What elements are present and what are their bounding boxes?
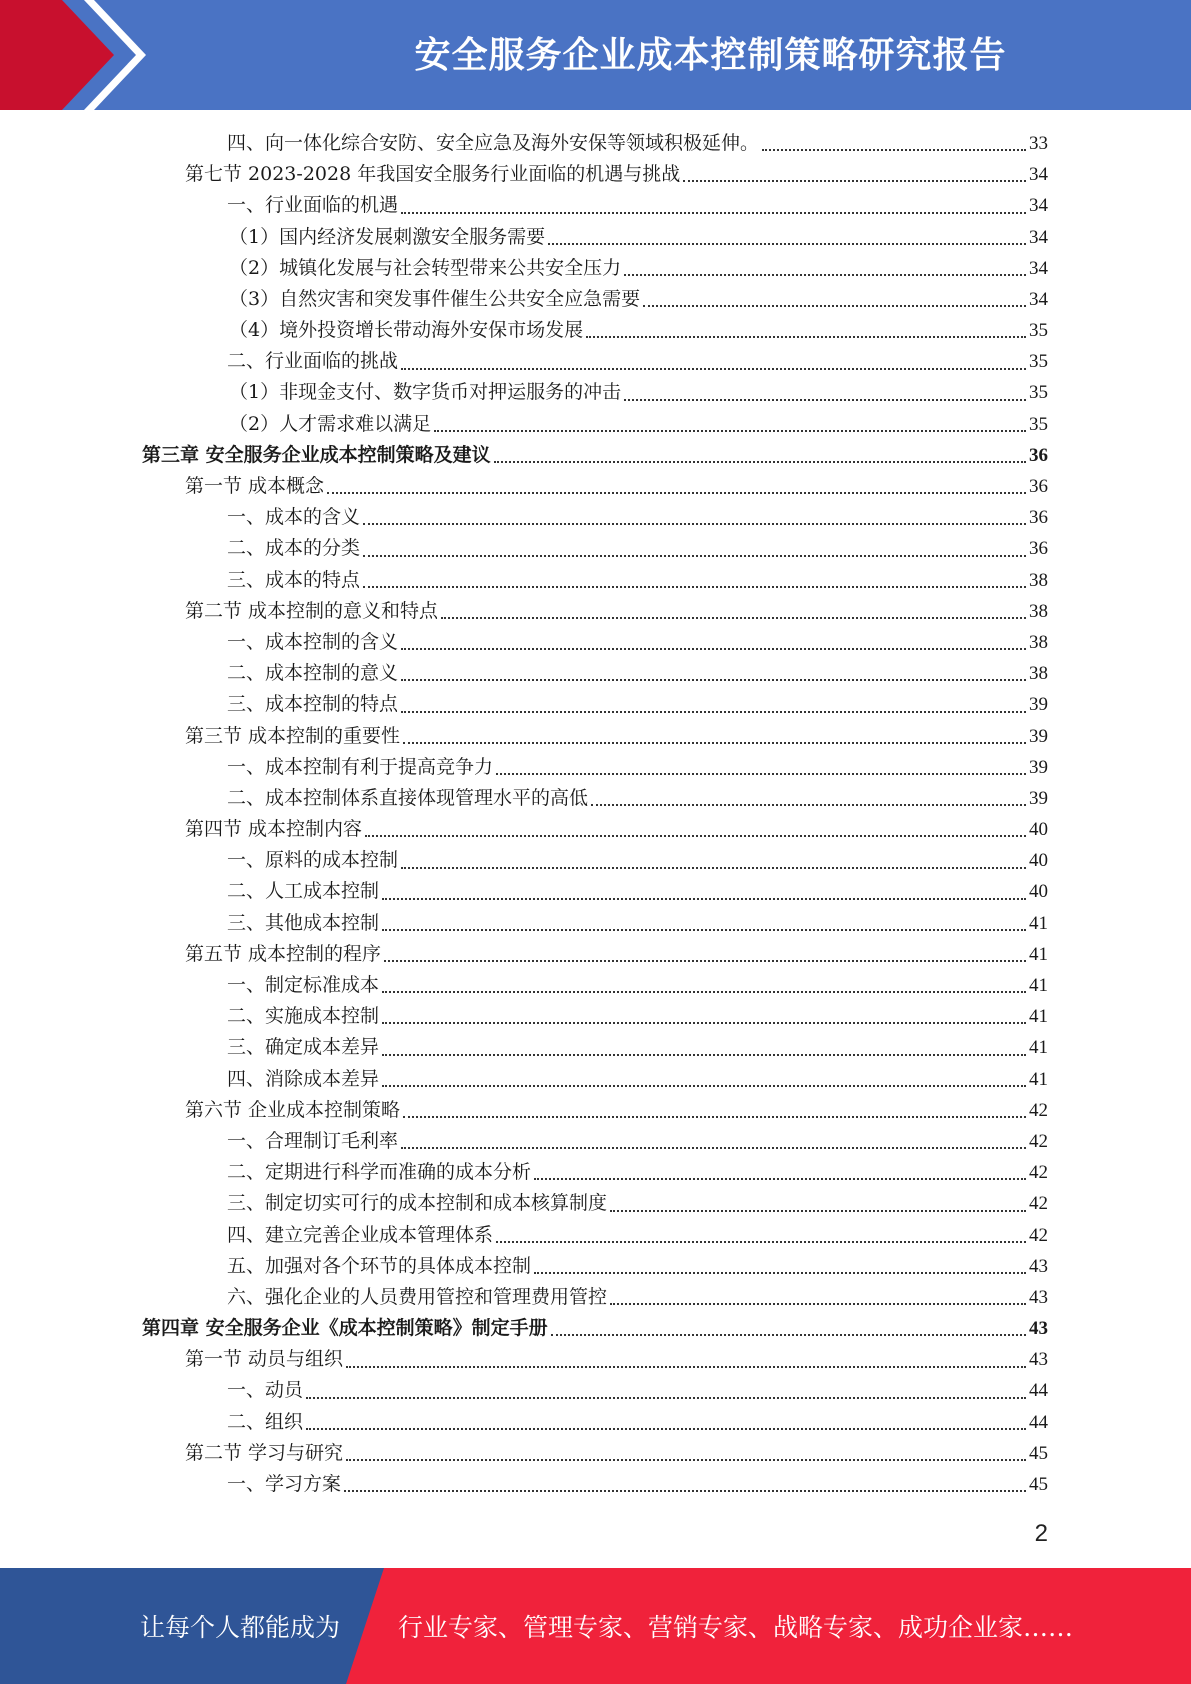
- toc-subsection-entry[interactable]: [142, 845, 1048, 876]
- toc-subsection-entry[interactable]: [142, 409, 1048, 440]
- toc-subsection-entry[interactable]: [142, 253, 1048, 284]
- toc-entry-title: 第一节 动员与组织: [185, 1348, 344, 1371]
- toc-subsection-entry[interactable]: [142, 1188, 1048, 1219]
- toc-entry-title: 二、实施成本控制: [227, 1005, 380, 1028]
- toc-dot-leader: [548, 243, 1026, 245]
- red-chevron: [0, 0, 114, 110]
- toc-dot-leader: [384, 960, 1026, 962]
- toc-page-number: 43: [1029, 1255, 1048, 1277]
- toc-dot-leader: [610, 1210, 1026, 1212]
- toc-subsection-entry[interactable]: [142, 877, 1048, 908]
- toc-dot-leader: [346, 1366, 1026, 1368]
- toc-entry-title: 第五节 成本控制的程序: [185, 942, 382, 965]
- toc-subsection-entry[interactable]: [142, 908, 1048, 939]
- toc-entry-title: 三、制定切实可行的成本控制和成本核算制度: [227, 1192, 608, 1215]
- toc-entry-title: （3）自然灾害和突发事件催生公共安全应急需要: [229, 287, 641, 310]
- toc-entry-title: 第二节 成本控制的意义和特点: [185, 599, 439, 622]
- toc-page-number: 33: [1029, 132, 1048, 154]
- toc-dot-leader: [306, 1428, 1026, 1430]
- toc-dot-leader: [344, 1490, 1026, 1492]
- toc-entry-title: 一、行业面临的机遇: [227, 194, 399, 217]
- toc-entry-title: 第四节 成本控制内容: [185, 818, 363, 841]
- toc-entry-title: 一、成本控制的含义: [227, 630, 399, 653]
- toc-dot-leader: [382, 1054, 1026, 1056]
- toc-section-entry[interactable]: [142, 1438, 1048, 1469]
- toc-subsection-entry[interactable]: [142, 627, 1048, 658]
- toc-page-number: 45: [1029, 1442, 1048, 1464]
- toc-entry-title: 五、加强对各个环节的具体成本控制: [227, 1254, 532, 1277]
- toc-section-entry[interactable]: [142, 159, 1048, 190]
- toc-dot-leader: [363, 586, 1026, 588]
- toc-dot-leader: [403, 1116, 1026, 1118]
- header-chevron-decoration: [0, 0, 160, 110]
- toc-entry-title: 二、人工成本控制: [227, 880, 380, 903]
- toc-page-number: 39: [1029, 725, 1048, 747]
- toc-section-entry[interactable]: [142, 1095, 1048, 1126]
- toc-page-number: 40: [1029, 881, 1048, 903]
- toc-subsection-entry[interactable]: [142, 689, 1048, 720]
- toc-subsection-entry[interactable]: [142, 1469, 1048, 1500]
- toc-page-number: 43: [1029, 1349, 1048, 1371]
- toc-entry-title: 三、其他成本控制: [227, 911, 380, 934]
- toc-dot-leader: [306, 1397, 1026, 1399]
- toc-subsection-entry[interactable]: [142, 533, 1048, 564]
- toc-page-number: 42: [1029, 1099, 1048, 1121]
- toc-section-entry[interactable]: [142, 721, 1048, 752]
- toc-page-number: 43: [1029, 1286, 1048, 1308]
- footer-slogan-right: 行业专家、管理专家、营销专家、战略专家、成功企业家……: [398, 1613, 1074, 1642]
- toc-entry-title: （2）城镇化发展与社会转型带来公共安全压力: [229, 256, 622, 279]
- toc-page-number: 35: [1029, 382, 1048, 404]
- toc-entry-title: （1）国内经济发展刺激安全服务需要: [229, 225, 546, 248]
- document-title: 安全服务企业成本控制策略研究报告: [414, 35, 1007, 76]
- toc-dot-leader: [762, 149, 1026, 151]
- toc-page-number: 36: [1029, 538, 1048, 560]
- toc-dot-leader: [441, 617, 1026, 619]
- toc-entry-title: （1）非现金支付、数字货币对押运服务的冲击: [229, 381, 622, 404]
- page-footer: [0, 1568, 1191, 1684]
- toc-dot-leader: [401, 648, 1026, 650]
- toc-page-number: 38: [1029, 663, 1048, 685]
- toc-page-number: 36: [1029, 476, 1048, 498]
- table-of-contents: [142, 128, 1048, 1500]
- toc-entry-title: 二、定期进行科学而准确的成本分析: [227, 1161, 532, 1184]
- toc-entry-title: 二、成本的分类: [227, 537, 361, 560]
- toc-page-number: 42: [1029, 1162, 1048, 1184]
- toc-entry-title: 四、建立完善企业成本管理体系: [227, 1223, 494, 1246]
- toc-page-number: 41: [1029, 912, 1048, 934]
- toc-dot-leader: [401, 368, 1026, 370]
- toc-page-number: 41: [1029, 1068, 1048, 1090]
- toc-entry-title: 第六节 企业成本控制策略: [185, 1098, 401, 1121]
- toc-entry-title: 四、向一体化综合安防、安全应急及海外安保等领域积极延伸。: [227, 131, 760, 154]
- toc-dot-leader: [683, 180, 1026, 182]
- toc-section-entry[interactable]: [142, 939, 1048, 970]
- toc-page-number: 35: [1029, 320, 1048, 342]
- toc-page-number: 40: [1029, 850, 1048, 872]
- toc-page-number: 41: [1029, 1006, 1048, 1028]
- toc-dot-leader: [434, 430, 1026, 432]
- toc-dot-leader: [382, 929, 1026, 931]
- toc-page-number: 40: [1029, 819, 1048, 841]
- toc-entry-title: 一、原料的成本控制: [227, 849, 399, 872]
- toc-entry-title: 第七节 2023-2028 年我国安全服务行业面临的机遇与挑战: [185, 163, 681, 186]
- toc-subsection-entry[interactable]: [142, 565, 1048, 596]
- toc-subsection-entry[interactable]: [142, 1376, 1048, 1407]
- toc-subsection-entry[interactable]: [142, 190, 1048, 221]
- toc-subsection-entry[interactable]: [142, 378, 1048, 409]
- toc-subsection-entry[interactable]: [142, 1064, 1048, 1095]
- toc-subsection-entry[interactable]: [142, 1157, 1048, 1188]
- toc-dot-leader: [534, 1178, 1026, 1180]
- toc-page-number: 35: [1029, 413, 1048, 435]
- toc-page-number: 35: [1029, 351, 1048, 373]
- toc-dot-leader: [382, 1022, 1026, 1024]
- toc-page-number: 42: [1029, 1130, 1048, 1152]
- toc-entry-title: 二、组织: [227, 1410, 304, 1433]
- toc-subsection-entry[interactable]: [142, 1282, 1048, 1313]
- toc-section-entry[interactable]: [142, 814, 1048, 845]
- toc-page-number: 34: [1029, 288, 1048, 310]
- toc-dot-leader: [365, 835, 1026, 837]
- toc-entry-title: 第三节 成本控制的重要性: [185, 724, 401, 747]
- toc-page-number: 42: [1029, 1193, 1048, 1215]
- toc-section-entry[interactable]: [142, 596, 1048, 627]
- toc-entry-title: 第三章 安全服务企业成本控制策略及建议: [142, 443, 491, 466]
- toc-dot-leader: [327, 492, 1026, 494]
- toc-dot-leader: [382, 1085, 1026, 1087]
- page-number: 2: [1034, 1520, 1048, 1547]
- toc-dot-leader: [382, 898, 1026, 900]
- toc-dot-leader: [363, 523, 1026, 525]
- toc-page-number: 41: [1029, 975, 1048, 997]
- toc-entry-title: 一、合理制订毛利率: [227, 1129, 399, 1152]
- toc-subsection-entry[interactable]: [142, 752, 1048, 783]
- page-header: [0, 0, 1191, 110]
- toc-entry-title: 一、学习方案: [227, 1473, 342, 1496]
- toc-subsection-entry[interactable]: [142, 1032, 1048, 1063]
- toc-page-number: 38: [1029, 600, 1048, 622]
- toc-entry-title: 三、确定成本差异: [227, 1036, 380, 1059]
- toc-entry-title: 一、制定标准成本: [227, 974, 380, 997]
- toc-entry-title: 一、成本控制有利于提高竞争力: [227, 755, 494, 778]
- toc-entry-title: 二、成本控制体系直接体现管理水平的高低: [227, 786, 589, 809]
- toc-dot-leader: [401, 711, 1026, 713]
- toc-chapter-entry[interactable]: [142, 1313, 1048, 1344]
- toc-dot-leader: [624, 399, 1026, 401]
- toc-subsection-entry[interactable]: [142, 284, 1048, 315]
- toc-entry-title: 一、动员: [227, 1379, 304, 1402]
- toc-entry-title: 第一节 成本概念: [185, 475, 325, 498]
- toc-page-number: 45: [1029, 1474, 1048, 1496]
- toc-page-number: 41: [1029, 943, 1048, 965]
- toc-dot-leader: [401, 867, 1026, 869]
- toc-page-number: 44: [1029, 1411, 1048, 1433]
- toc-subsection-entry[interactable]: [142, 1407, 1048, 1438]
- toc-entry-title: （2）人才需求难以满足: [229, 412, 432, 435]
- toc-subsection-entry[interactable]: [142, 1001, 1048, 1032]
- toc-entry-title: 六、强化企业的人员费用管控和管理费用管控: [227, 1285, 608, 1308]
- toc-page-number: 39: [1029, 694, 1048, 716]
- toc-page-number: 39: [1029, 756, 1048, 778]
- toc-dot-leader: [534, 1272, 1026, 1274]
- footer-slogan-left: 让每个人都能成为: [140, 1613, 341, 1642]
- toc-dot-leader: [401, 212, 1026, 214]
- toc-subsection-entry[interactable]: [142, 1251, 1048, 1282]
- toc-page-number: 34: [1029, 226, 1048, 248]
- toc-dot-leader: [551, 1334, 1026, 1336]
- toc-page-number: 34: [1029, 164, 1048, 186]
- toc-entry-title: 二、行业面临的挑战: [227, 350, 399, 373]
- toc-dot-leader: [496, 1241, 1026, 1243]
- toc-subsection-entry[interactable]: [142, 502, 1048, 533]
- toc-section-entry[interactable]: [142, 471, 1048, 502]
- toc-dot-leader: [591, 804, 1026, 806]
- toc-section-entry[interactable]: [142, 1344, 1048, 1375]
- toc-dot-leader: [586, 336, 1026, 338]
- toc-chapter-entry[interactable]: [142, 440, 1048, 471]
- toc-dot-leader: [403, 742, 1026, 744]
- toc-subsection-entry[interactable]: [142, 970, 1048, 1001]
- toc-entry-title: 第四章 安全服务企业《成本控制策略》制定手册: [142, 1317, 548, 1340]
- toc-entry-title: 三、成本控制的特点: [227, 693, 399, 716]
- toc-page-number: 36: [1029, 444, 1048, 466]
- toc-page-number: 42: [1029, 1224, 1048, 1246]
- toc-entry-title: 二、成本控制的意义: [227, 662, 399, 685]
- toc-entry-title: 一、成本的含义: [227, 506, 361, 529]
- toc-page-number: 36: [1029, 507, 1048, 529]
- toc-dot-leader: [610, 1303, 1026, 1305]
- toc-subsection-entry[interactable]: [142, 222, 1048, 253]
- toc-subsection-entry[interactable]: [142, 128, 1048, 159]
- toc-dot-leader: [494, 461, 1026, 463]
- toc-page-number: 34: [1029, 257, 1048, 279]
- toc-dot-leader: [346, 1459, 1026, 1461]
- toc-entry-title: 三、成本的特点: [227, 568, 361, 591]
- toc-dot-leader: [624, 274, 1026, 276]
- toc-subsection-entry[interactable]: [142, 346, 1048, 377]
- toc-page-number: 38: [1029, 569, 1048, 591]
- toc-dot-leader: [363, 555, 1026, 557]
- toc-page-number: 43: [1029, 1318, 1048, 1340]
- toc-subsection-entry[interactable]: [142, 783, 1048, 814]
- toc-subsection-entry[interactable]: [142, 1220, 1048, 1251]
- toc-entry-title: 第二节 学习与研究: [185, 1441, 344, 1464]
- toc-page-number: 39: [1029, 787, 1048, 809]
- toc-dot-leader: [401, 679, 1026, 681]
- toc-page-number: 41: [1029, 1037, 1048, 1059]
- toc-page-number: 38: [1029, 631, 1048, 653]
- toc-entry-title: （4）境外投资增长带动海外安保市场发展: [229, 319, 584, 342]
- toc-dot-leader: [401, 1147, 1026, 1149]
- toc-entry-title: 四、消除成本差异: [227, 1067, 380, 1090]
- toc-page-number: 34: [1029, 195, 1048, 217]
- toc-dot-leader: [643, 305, 1026, 307]
- toc-subsection-entry[interactable]: [142, 315, 1048, 346]
- toc-subsection-entry[interactable]: [142, 658, 1048, 689]
- toc-subsection-entry[interactable]: [142, 1126, 1048, 1157]
- toc-page-number: 44: [1029, 1380, 1048, 1402]
- toc-dot-leader: [496, 773, 1026, 775]
- toc-dot-leader: [382, 991, 1026, 993]
